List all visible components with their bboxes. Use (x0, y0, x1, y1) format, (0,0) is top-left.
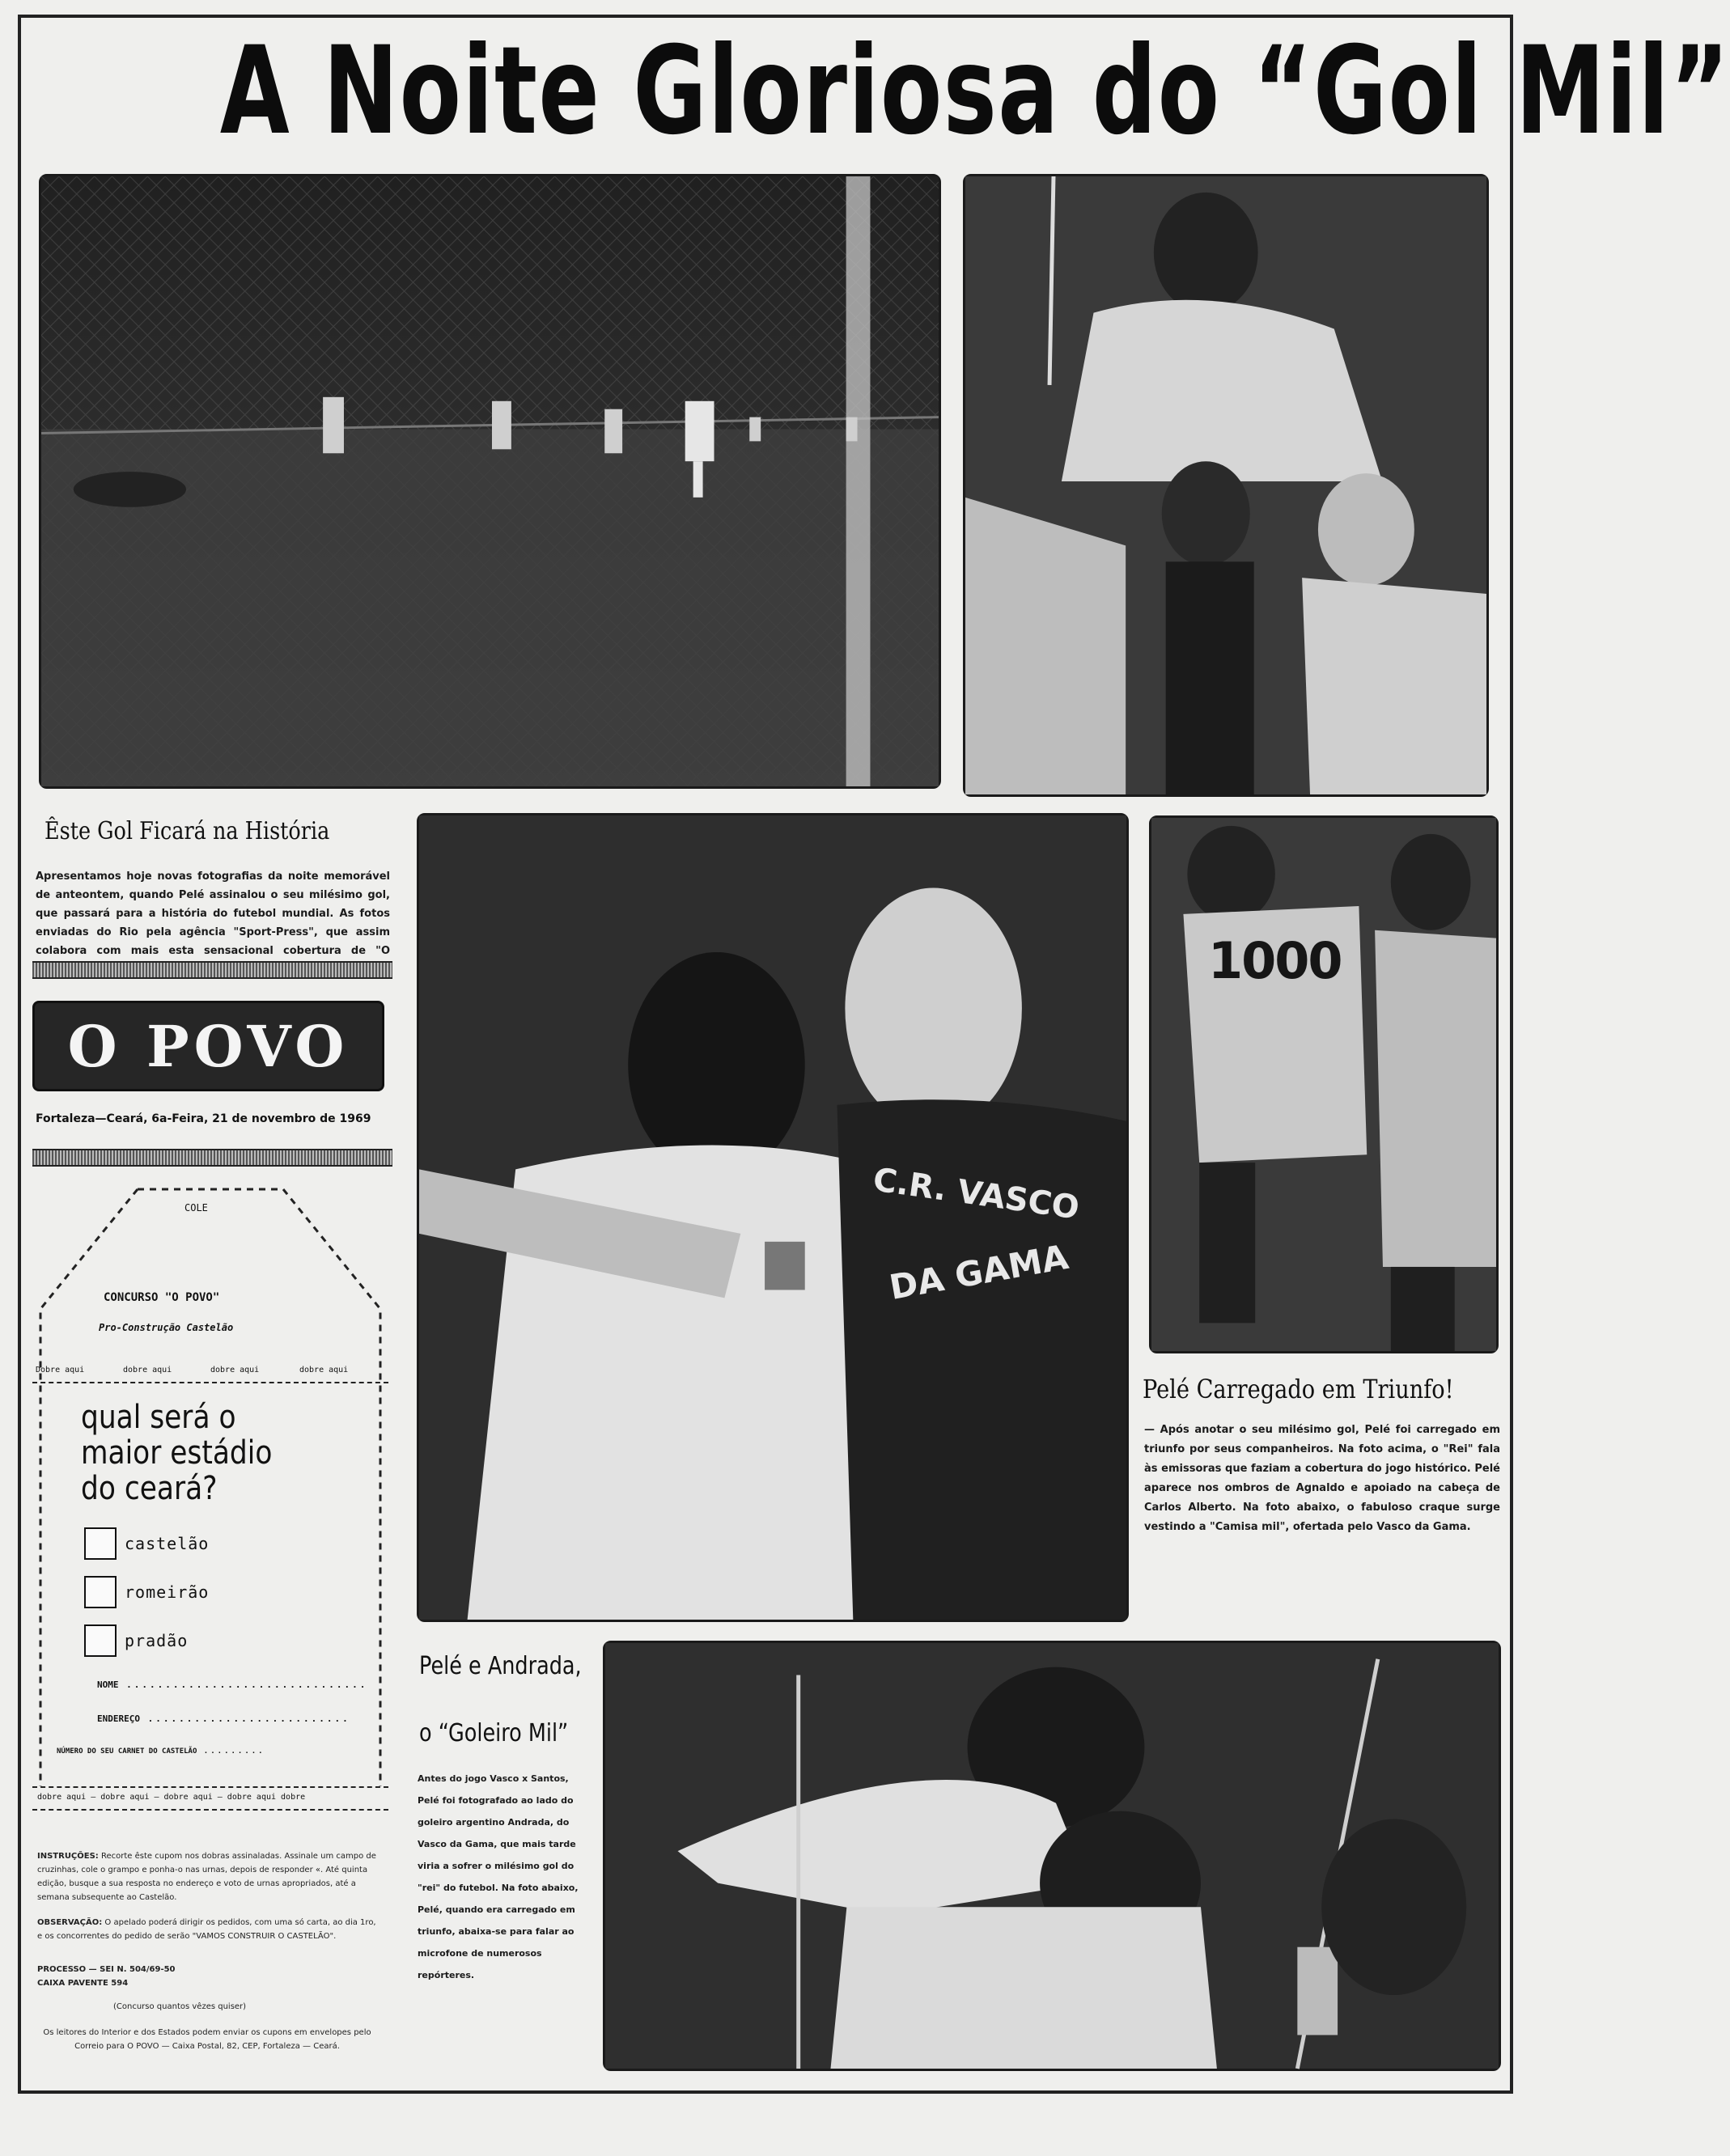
option-label-castelao: castelão (125, 1534, 210, 1553)
fold-label-4: dobre aqui (299, 1366, 349, 1375)
fold-bottom-label: dobre aqui — dobre aqui — dobre aqui — dobre aqui dobre (37, 1793, 306, 1802)
checkbox-romeirao[interactable] (84, 1576, 117, 1608)
photo-camisa-mil (1149, 815, 1499, 1353)
contest-coupon[interactable] (32, 1188, 388, 2084)
coupon-instructions (37, 1849, 377, 1904)
coupon-sponsor: Pro-Construção Castelão (99, 1322, 234, 1333)
checkbox-castelao[interactable] (84, 1527, 117, 1560)
fold-line-top (32, 1382, 388, 1383)
field-nome-label: NOME (97, 1679, 119, 1690)
jersey-text-vasco: C.R. VASCO (871, 1161, 1082, 1227)
observation-text: O apelado poderá dirigir os pedidos, com uma só carta, ao dia 1ro, e os concorrentes do pedido de serão "VAMOS CONSTRUIR O CASTELÃO". (37, 1918, 376, 1941)
story-title-gol-historia: Êste Gol Ficará na História (45, 817, 330, 845)
observation-label: OBSERVAÇÃO: (37, 1918, 103, 1927)
story-title-pele-triunfo: Pelé Carregado em Triunfo! (1143, 1374, 1454, 1404)
fold-line-bottom (32, 1809, 388, 1811)
logo-text: O POVO (67, 1012, 350, 1080)
story-body-pele-triunfo: — Após anotar o seu milésimo gol, Pelé foi carregado em triunfo por seus companheiros. Na foto acima, o "Rei" fala às emissoras que faziam a cobertura do jogo histórico. Pelé aparece nos ombros de Agnaldo e apoiado na cabeça de Carlos Alberto. Na foto abaixo, o fabuloso craque surge vestindo a "Camisa mil", ofertada pelo Vasco da Gama. (1144, 1424, 1500, 1533)
masthead-logo (32, 1001, 384, 1091)
coupon-question: qual será o maior estádio do ceará? (81, 1399, 273, 1507)
rule-band-top (32, 961, 392, 979)
coupon-cut-label: COLE (184, 1202, 208, 1214)
story-body-pele-andrada: Antes do jogo Vasco x Santos, Pelé foi fotografado ao lado do goleiro argentino Andrada, do Vasco da Gama, que mais tarde viria a sofrer o milésimo gol do "rei" do futebol. Na foto abaixo, Pelé, quando era carregado em triunfo, abaixa-se para falar ao microfone de numerosos repórteres. (418, 1773, 579, 1980)
jersey-text-gama: DA GAMA (886, 1236, 1071, 1308)
photo-pele-andrada (417, 813, 1129, 1622)
headline: A Noite Gloriosa do “Gol Mil” (219, 21, 1730, 162)
coupon-process: PROCESSO — SEI N. 504/69-50 (37, 1965, 176, 1974)
dateline: Fortaleza—Ceará, 6a-Feira, 21 de novembro de 1969 (36, 1112, 371, 1125)
fold-label-3: dobre aqui (210, 1366, 260, 1375)
coupon-footer: Os leitores do Interior e dos Estados podem enviar os cupons em envelopes pelo Correio para O POVO — Caixa Postal, 82, CEP, Fortaleza — Ceará. (43, 2028, 371, 2051)
coupon-contest-name: CONCURSO "O POVO" (104, 1291, 220, 1304)
story-title-pele-andrada-1: Pelé e Andrada, (419, 1652, 582, 1680)
photo-pele-microphones (603, 1641, 1501, 2071)
field-endereco-label: ENDEREÇO (97, 1713, 140, 1724)
field-endereco[interactable]: ENDEREÇO .......................... (97, 1713, 350, 1724)
photo-penalty-goal (39, 174, 941, 789)
photo-pele-carried (963, 174, 1489, 797)
shirt-number: 1000 (1208, 931, 1342, 990)
instructions-text: Recorte êste cupom nos dobras assinaladas. Assinale um campo de cruzinhas, cole o grampo e ponha-o nas urnas, depois de responder «. Até quinta edição, busque a sua resposta no endereço e voto de urnas apropriados, até a semana subsequente ao Castelão. (37, 1852, 376, 1902)
coupon-observation (37, 1916, 377, 1943)
field-carnet-label: NÚMERO DO SEU CARNET DO CASTELÃO (57, 1747, 197, 1756)
field-carnet[interactable]: NÚMERO DO SEU CARNET DO CASTELÃO ......... (57, 1747, 265, 1756)
option-label-pradao: pradão (125, 1631, 189, 1650)
rule-band-bottom (32, 1149, 392, 1167)
checkbox-pradao[interactable] (84, 1624, 117, 1657)
coupon-box: CAIXA PAVENTE 594 (37, 1979, 129, 1988)
option-label-romeirao: romeirão (125, 1582, 210, 1602)
field-nome[interactable]: NOME ............................... (97, 1679, 368, 1690)
fold-line-bottom-top (32, 1786, 388, 1788)
story-body-gol-historia: Apresentamos hoje novas fotografias da noite memorável de anteontem, quando Pelé assinalou o seu milésimo gol, que passará para a história do futebol mundial. As fotos enviadas do Rio pela agência "Sport-Press", que assim colabora com mais esta sensacional cobertura de "O (36, 870, 390, 957)
fold-label-2: dobre aqui (123, 1366, 172, 1375)
fold-label-1: Dobre aqui (36, 1366, 85, 1375)
coupon-contest-tag: (Concurso quantos vêzes quiser) (113, 2002, 247, 2011)
story-title-pele-andrada-2: o “Goleiro Mil” (419, 1719, 569, 1747)
instructions-label: INSTRUÇÕES: (37, 1852, 99, 1861)
